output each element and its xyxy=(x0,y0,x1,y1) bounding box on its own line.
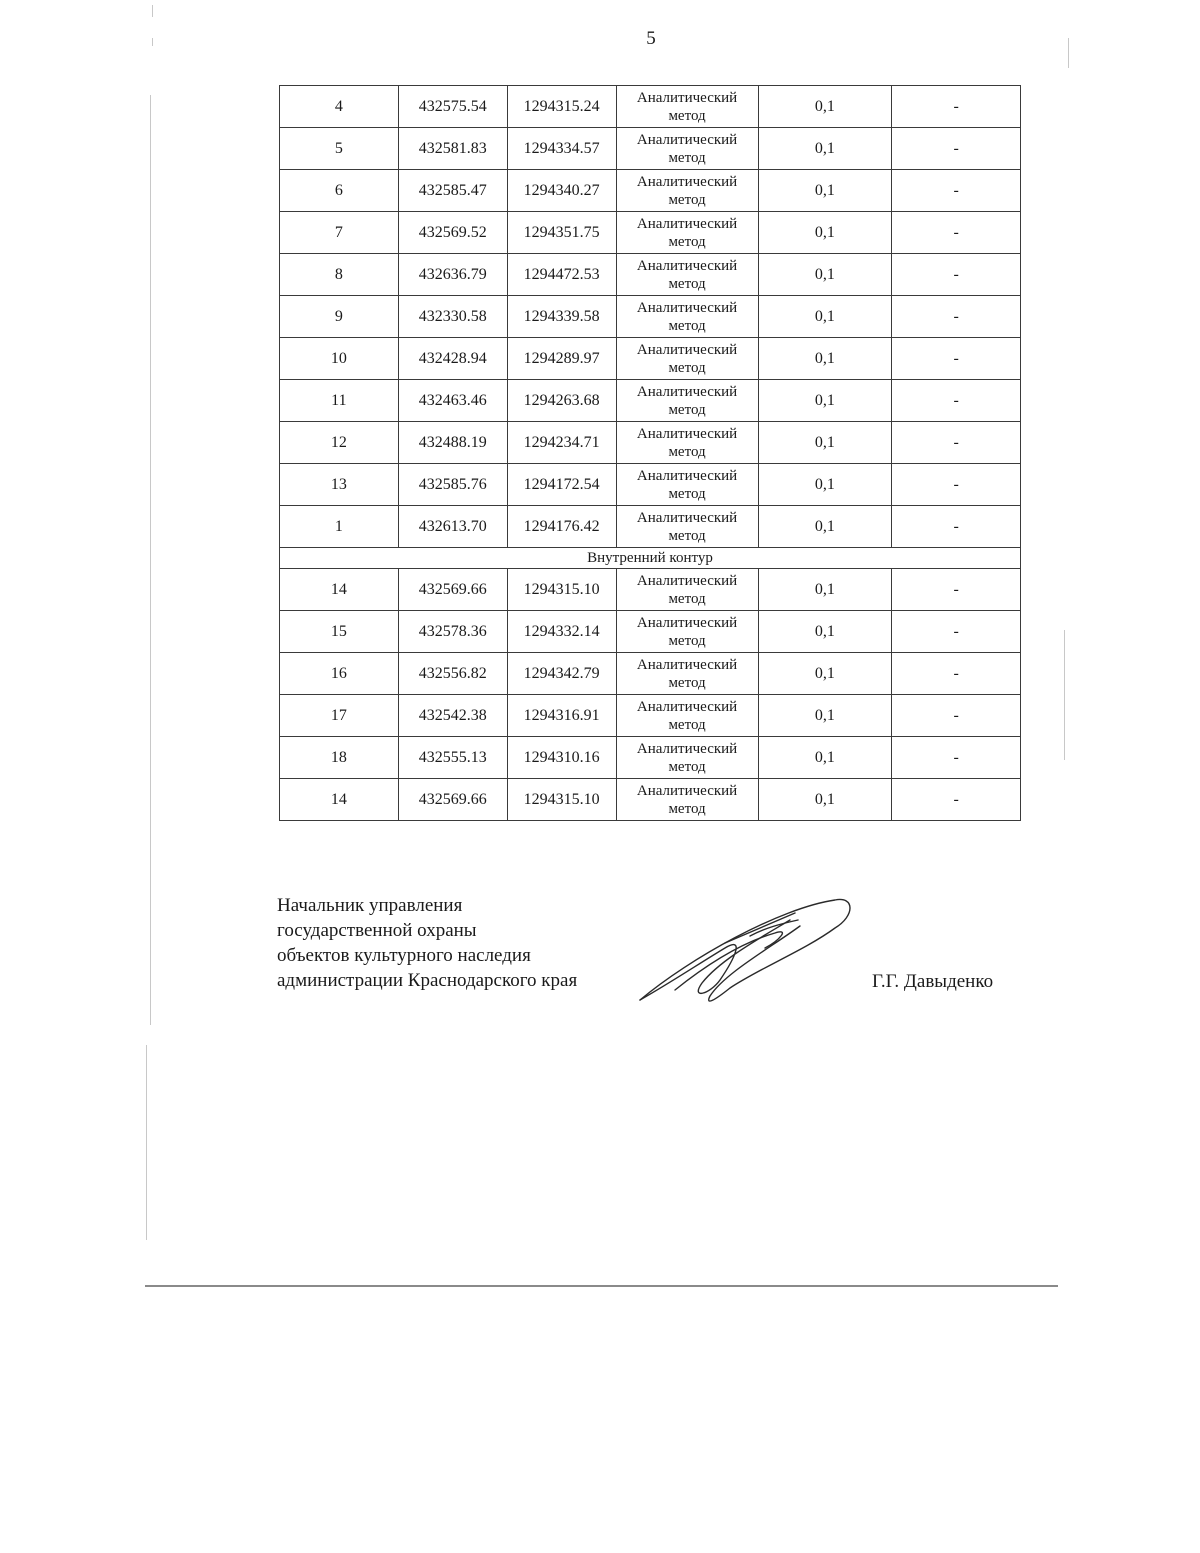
point-number-cell: 1 xyxy=(280,506,399,548)
method-line: Аналитический xyxy=(636,341,738,358)
table-row xyxy=(280,422,1021,464)
method-line: метод xyxy=(668,632,706,649)
inner-contour-rows xyxy=(280,569,1021,821)
coordinate-y-cell: 1294172.54 xyxy=(507,464,616,506)
coordinate-y-cell: 1294263.68 xyxy=(507,380,616,422)
point-number-cell: 7 xyxy=(280,212,399,254)
table-row xyxy=(280,737,1021,779)
table-row xyxy=(280,779,1021,821)
method-line: метод xyxy=(668,317,706,334)
coordinate-x-cell: 432555.13 xyxy=(398,737,507,779)
note-cell: - xyxy=(892,128,1021,170)
table-row xyxy=(280,212,1021,254)
point-number-cell: 12 xyxy=(280,422,399,464)
method-line: Аналитический xyxy=(636,215,738,232)
table-row xyxy=(280,380,1021,422)
coordinate-y-cell: 1294315.10 xyxy=(507,569,616,611)
note-cell: - xyxy=(892,569,1021,611)
method-line: Аналитический xyxy=(636,656,738,673)
coordinate-x-cell: 432575.54 xyxy=(398,86,507,128)
coordinate-x-cell: 432585.47 xyxy=(398,170,507,212)
coordinate-x-cell: 432569.66 xyxy=(398,779,507,821)
section-header-row xyxy=(280,548,1021,569)
method-line: Аналитический xyxy=(636,299,738,316)
signatory-title-line: администрации Краснодарского края xyxy=(277,970,578,991)
method-line: метод xyxy=(668,590,706,607)
method-line: Аналитический xyxy=(636,425,738,442)
method-cell xyxy=(616,653,758,695)
coordinate-y-cell: 1294234.71 xyxy=(507,422,616,464)
method-cell xyxy=(616,254,758,296)
note-cell: - xyxy=(892,695,1021,737)
accuracy-cell: 0,1 xyxy=(758,422,892,464)
method-line: Аналитический xyxy=(636,131,738,148)
coordinate-x-cell: 432428.94 xyxy=(398,338,507,380)
note-cell: - xyxy=(892,212,1021,254)
table-row xyxy=(280,128,1021,170)
point-number-cell: 4 xyxy=(280,86,399,128)
method-cell xyxy=(616,464,758,506)
method-line: метод xyxy=(668,275,706,292)
accuracy-cell: 0,1 xyxy=(758,464,892,506)
note-cell: - xyxy=(892,611,1021,653)
note-cell: - xyxy=(892,737,1021,779)
coordinate-x-cell: 432556.82 xyxy=(398,653,507,695)
note-cell: - xyxy=(892,779,1021,821)
point-number-cell: 8 xyxy=(280,254,399,296)
method-line: Аналитический xyxy=(636,89,738,106)
accuracy-cell: 0,1 xyxy=(758,569,892,611)
note-cell: - xyxy=(892,296,1021,338)
signatory-title-line: Начальник управления xyxy=(277,895,463,916)
method-line: метод xyxy=(668,233,706,250)
signatory-title xyxy=(277,893,577,993)
method-line: метод xyxy=(668,149,706,166)
coordinate-y-cell: 1294316.91 xyxy=(507,695,616,737)
point-number-cell: 17 xyxy=(280,695,399,737)
method-line: метод xyxy=(668,401,706,418)
coordinate-x-cell: 432488.19 xyxy=(398,422,507,464)
section-label: Внутренний контур xyxy=(280,548,1021,569)
point-number-cell: 18 xyxy=(280,737,399,779)
point-number-cell: 14 xyxy=(280,569,399,611)
accuracy-cell: 0,1 xyxy=(758,380,892,422)
method-cell xyxy=(616,212,758,254)
coordinate-y-cell: 1294332.14 xyxy=(507,611,616,653)
method-cell xyxy=(616,380,758,422)
method-cell xyxy=(616,737,758,779)
method-line: метод xyxy=(668,758,706,775)
table-row xyxy=(280,338,1021,380)
accuracy-cell: 0,1 xyxy=(758,170,892,212)
accuracy-cell: 0,1 xyxy=(758,212,892,254)
point-number-cell: 5 xyxy=(280,128,399,170)
coordinate-y-cell: 1294315.10 xyxy=(507,779,616,821)
signatory-name: Г.Г. Давыденко xyxy=(872,971,994,992)
method-line: Аналитический xyxy=(636,782,738,799)
coordinate-y-cell: 1294334.57 xyxy=(507,128,616,170)
point-number-cell: 16 xyxy=(280,653,399,695)
outer-contour-rows xyxy=(280,86,1021,548)
accuracy-cell: 0,1 xyxy=(758,695,892,737)
method-cell xyxy=(616,506,758,548)
method-line: Аналитический xyxy=(636,614,738,631)
method-cell xyxy=(616,695,758,737)
coordinate-y-cell: 1294339.58 xyxy=(507,296,616,338)
method-cell xyxy=(616,170,758,212)
point-number-cell: 9 xyxy=(280,296,399,338)
accuracy-cell: 0,1 xyxy=(758,86,892,128)
method-line: метод xyxy=(668,359,706,376)
method-line: метод xyxy=(668,443,706,460)
method-line: метод xyxy=(668,800,706,817)
signatory-title-line: объектов культурного наследия xyxy=(277,945,531,966)
coordinate-x-cell: 432636.79 xyxy=(398,254,507,296)
method-cell xyxy=(616,338,758,380)
method-line: метод xyxy=(668,107,706,124)
table-row xyxy=(280,695,1021,737)
footer-divider xyxy=(145,1285,1058,1287)
coordinate-y-cell: 1294472.53 xyxy=(507,254,616,296)
scan-mark-right-2 xyxy=(1064,630,1065,760)
method-line: Аналитический xyxy=(636,509,738,526)
accuracy-cell: 0,1 xyxy=(758,128,892,170)
note-cell: - xyxy=(892,338,1021,380)
note-cell: - xyxy=(892,506,1021,548)
note-cell: - xyxy=(892,464,1021,506)
scan-mark-left-2 xyxy=(150,95,151,1025)
coordinates-table xyxy=(279,85,1021,821)
method-cell xyxy=(616,128,758,170)
method-line: Аналитический xyxy=(636,698,738,715)
method-cell xyxy=(616,611,758,653)
point-number-cell: 10 xyxy=(280,338,399,380)
coordinate-x-cell: 432581.83 xyxy=(398,128,507,170)
note-cell: - xyxy=(892,653,1021,695)
coordinate-x-cell: 432578.36 xyxy=(398,611,507,653)
method-line: метод xyxy=(668,527,706,544)
accuracy-cell: 0,1 xyxy=(758,254,892,296)
table-row xyxy=(280,296,1021,338)
signatory-title-line: государственной охраны xyxy=(277,920,477,941)
accuracy-cell: 0,1 xyxy=(758,296,892,338)
coordinate-x-cell: 432463.46 xyxy=(398,380,507,422)
note-cell: - xyxy=(892,422,1021,464)
point-number-cell: 15 xyxy=(280,611,399,653)
accuracy-cell: 0,1 xyxy=(758,338,892,380)
coordinate-x-cell: 432585.76 xyxy=(398,464,507,506)
note-cell: - xyxy=(892,254,1021,296)
coordinate-x-cell: 432330.58 xyxy=(398,296,507,338)
coordinate-y-cell: 1294289.97 xyxy=(507,338,616,380)
scan-mark-left-top xyxy=(152,5,153,17)
method-line: метод xyxy=(668,716,706,733)
method-line: Аналитический xyxy=(636,173,738,190)
handwritten-signature xyxy=(630,888,860,1013)
method-cell xyxy=(616,86,758,128)
method-line: Аналитический xyxy=(636,572,738,589)
accuracy-cell: 0,1 xyxy=(758,506,892,548)
coordinate-y-cell: 1294342.79 xyxy=(507,653,616,695)
method-line: метод xyxy=(668,485,706,502)
coordinate-x-cell: 432569.66 xyxy=(398,569,507,611)
method-cell xyxy=(616,779,758,821)
method-line: Аналитический xyxy=(636,257,738,274)
method-cell xyxy=(616,569,758,611)
method-cell xyxy=(616,296,758,338)
method-line: метод xyxy=(668,191,706,208)
table-row xyxy=(280,506,1021,548)
table-row xyxy=(280,464,1021,506)
coordinate-y-cell: 1294340.27 xyxy=(507,170,616,212)
page-number: 5 xyxy=(646,28,656,49)
point-number-cell: 14 xyxy=(280,779,399,821)
note-cell: - xyxy=(892,170,1021,212)
coordinate-y-cell: 1294176.42 xyxy=(507,506,616,548)
coordinate-y-cell: 1294315.24 xyxy=(507,86,616,128)
method-line: метод xyxy=(668,674,706,691)
method-line: Аналитический xyxy=(636,383,738,400)
method-line: Аналитический xyxy=(636,740,738,757)
coordinate-y-cell: 1294351.75 xyxy=(507,212,616,254)
coordinate-x-cell: 432569.52 xyxy=(398,212,507,254)
inner-contour-section xyxy=(280,548,1021,569)
table-row xyxy=(280,170,1021,212)
scan-mark-left-3 xyxy=(146,1045,147,1240)
point-number-cell: 13 xyxy=(280,464,399,506)
table-row xyxy=(280,611,1021,653)
table-row xyxy=(280,254,1021,296)
accuracy-cell: 0,1 xyxy=(758,737,892,779)
table-row xyxy=(280,653,1021,695)
point-number-cell: 6 xyxy=(280,170,399,212)
point-number-cell: 11 xyxy=(280,380,399,422)
method-line: Аналитический xyxy=(636,467,738,484)
coordinate-y-cell: 1294310.16 xyxy=(507,737,616,779)
note-cell: - xyxy=(892,86,1021,128)
table-row xyxy=(280,569,1021,611)
table-row xyxy=(280,86,1021,128)
method-cell xyxy=(616,422,758,464)
coordinate-x-cell: 432542.38 xyxy=(398,695,507,737)
note-cell: - xyxy=(892,380,1021,422)
accuracy-cell: 0,1 xyxy=(758,653,892,695)
accuracy-cell: 0,1 xyxy=(758,611,892,653)
accuracy-cell: 0,1 xyxy=(758,779,892,821)
coordinate-x-cell: 432613.70 xyxy=(398,506,507,548)
